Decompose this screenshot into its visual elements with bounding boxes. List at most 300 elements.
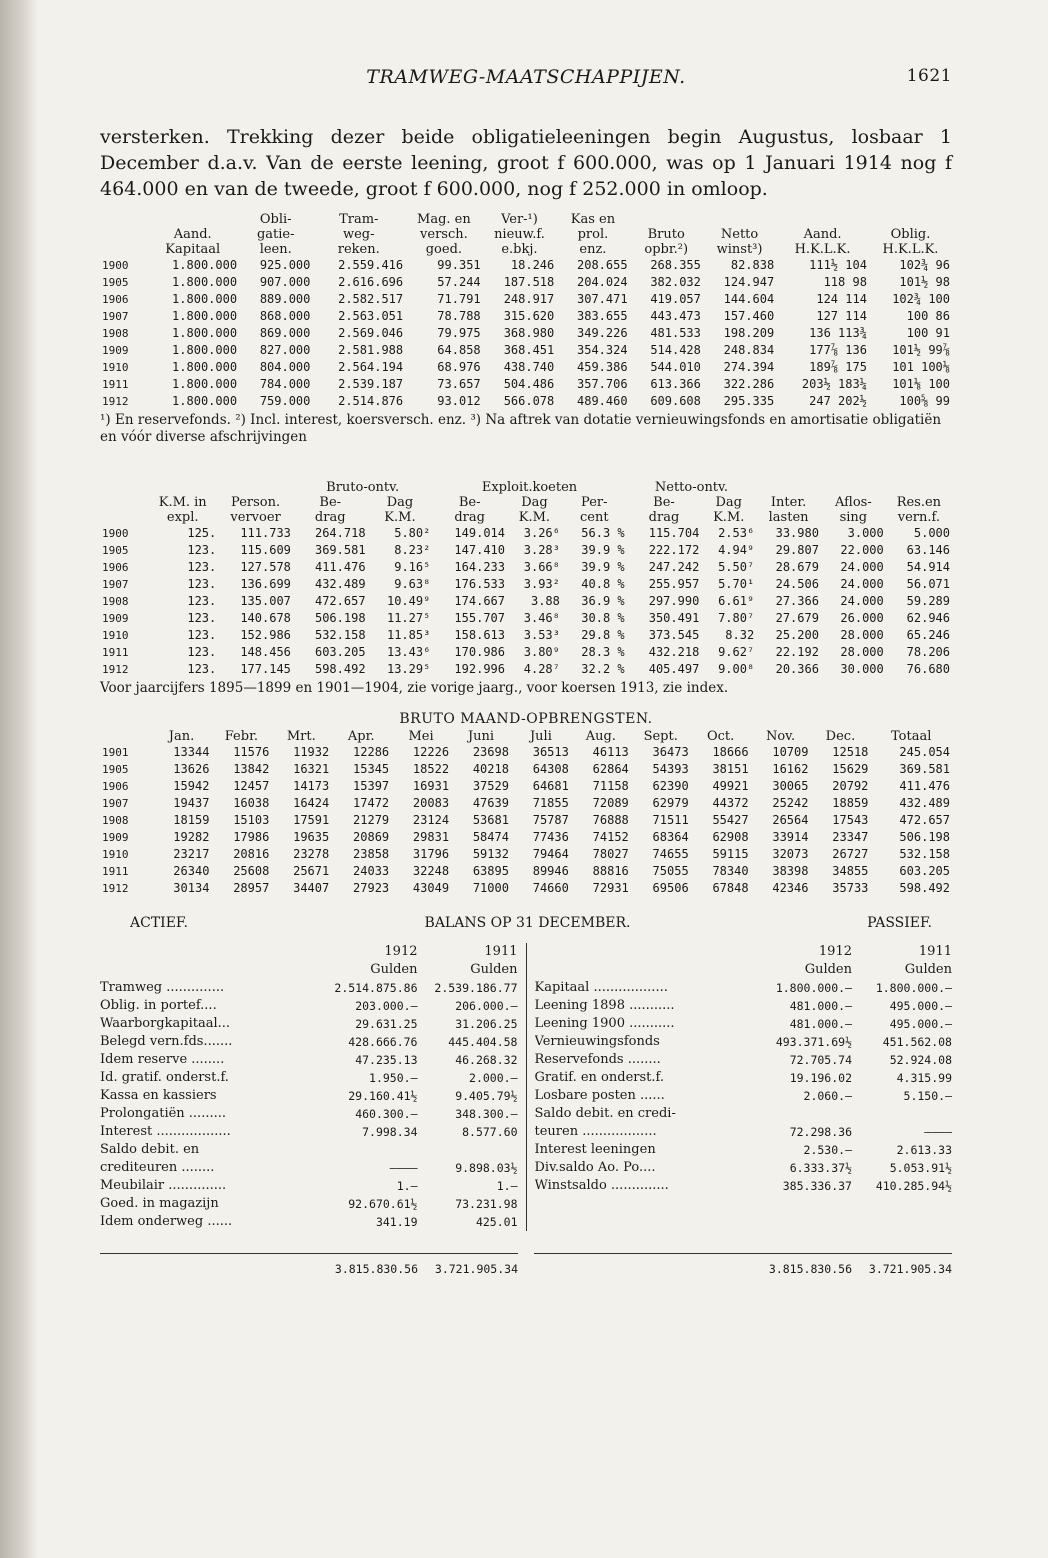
table-row xyxy=(100,291,952,308)
table-cell: 76.680 xyxy=(906,662,950,676)
table-cell: 1.800.000 xyxy=(172,292,238,306)
actief-row xyxy=(100,1033,518,1051)
table-cell: 5.80² xyxy=(394,526,431,540)
year-cell: 1911 xyxy=(102,646,129,659)
actief-row xyxy=(100,1123,518,1141)
unit-1912: Gulden xyxy=(370,962,418,977)
table-cell: 16321 xyxy=(293,762,330,776)
table-cell: 889.000 xyxy=(259,292,311,306)
header-cell: Dag xyxy=(386,495,414,510)
value-1912: 72.705.74 xyxy=(789,1053,852,1067)
value-1912 xyxy=(752,1105,852,1123)
table-cell: 164.233 xyxy=(454,560,505,574)
header-cell: expl. xyxy=(166,510,199,525)
year-cell: 1906 xyxy=(102,780,129,793)
table-cell: 32248 xyxy=(412,864,450,878)
table-cell: 39.9 % xyxy=(581,560,625,574)
table-cell: 373.545 xyxy=(648,628,700,642)
header-cell: Jan. xyxy=(168,729,195,744)
passief-total-row xyxy=(534,1253,952,1278)
table-cell: 20792 xyxy=(832,779,869,793)
table-row xyxy=(100,559,952,576)
table-cell: 2.539.187 xyxy=(338,377,404,391)
passief-row xyxy=(535,1177,953,1195)
table-cell: 13.29⁵ xyxy=(386,662,431,676)
line-item-label: Kassa en kassiers xyxy=(100,1088,217,1103)
table-cell: 459.386 xyxy=(577,360,628,374)
table-cell: 598.492 xyxy=(899,881,950,895)
table-cell: 26.000 xyxy=(840,611,884,625)
table-row xyxy=(100,308,952,325)
year-cell: 1908 xyxy=(102,595,129,608)
header-title: TRAMWEG-MAATSCHAPPIJEN. xyxy=(366,66,686,88)
table-cell: 24033 xyxy=(353,864,390,878)
line-item-label: Idem reserve ........ xyxy=(100,1052,225,1067)
table-cell: 64308 xyxy=(532,762,569,776)
header-cell: Kas en xyxy=(570,212,616,227)
value-1912: 428.666.76 xyxy=(348,1035,418,1049)
header-cell: Obli- xyxy=(259,212,292,227)
year-cell: 1912 xyxy=(102,663,129,676)
table-cell: 26340 xyxy=(173,864,210,878)
table-cell: 75055 xyxy=(652,864,689,878)
table-cell: 25.200 xyxy=(775,628,819,642)
table-cell: 16038 xyxy=(233,796,270,810)
actief-row xyxy=(100,1087,518,1105)
passief-row xyxy=(535,979,953,997)
passief-row xyxy=(535,1051,953,1069)
year-1912: 1912 xyxy=(818,944,852,959)
unit-1912: Gulden xyxy=(804,962,852,977)
value-1911: 73.231.98 xyxy=(455,1197,518,1211)
table-row xyxy=(100,744,952,761)
table-cell: 53681 xyxy=(472,813,509,827)
table-cell: 10.49⁹ xyxy=(386,594,431,608)
table-cell: 438.740 xyxy=(503,360,555,374)
table-cell: 111.733 xyxy=(240,526,291,540)
passief-row xyxy=(535,1159,953,1177)
table-cell: 23698 xyxy=(472,745,509,759)
year-cell: 1910 xyxy=(102,629,129,642)
table-cell: 152.986 xyxy=(240,628,291,642)
header-cell: Nov. xyxy=(765,729,796,744)
table-cell: 868.000 xyxy=(259,309,311,323)
table-cell: 598.492 xyxy=(314,662,366,676)
year-1911: 1911 xyxy=(484,944,518,959)
table-cell: 247.242 xyxy=(648,560,700,574)
line-item-label: Prolongatiën ......... xyxy=(100,1106,226,1121)
line-item-label: Belegd vern.fds....... xyxy=(100,1034,233,1049)
table-cell: 544.010 xyxy=(650,360,701,374)
header-row xyxy=(100,729,952,744)
table-cell: 20.366 xyxy=(775,662,819,676)
header-cell xyxy=(100,495,147,510)
value-1911: 451.562.08 xyxy=(882,1035,952,1049)
table-row xyxy=(100,274,952,291)
table-cell: 2.569.046 xyxy=(338,326,404,340)
table-cell: 144.604 xyxy=(723,292,775,306)
table-cell: 59.289 xyxy=(906,594,950,608)
table-cell: 2.581.988 xyxy=(338,343,404,357)
year-cell: 1908 xyxy=(102,327,129,340)
value-1911: 31.206.25 xyxy=(455,1017,518,1031)
table-cell: 307.471 xyxy=(577,292,628,306)
table-cell: 3.26⁶ xyxy=(523,526,560,540)
table-cell: 101⅛ 100 xyxy=(892,377,950,391)
year-1912: 1912 xyxy=(384,944,418,959)
table-cell: 46113 xyxy=(592,745,629,759)
table-cell: 136 113¾ xyxy=(809,326,867,340)
header-cell: K.M. xyxy=(518,510,551,525)
table-cell: 149.014 xyxy=(454,526,505,540)
value-1912: 2.060.— xyxy=(803,1089,852,1103)
table-cell: 77436 xyxy=(532,830,569,844)
actief-row xyxy=(100,1177,518,1195)
table-cell: 71000 xyxy=(472,881,509,895)
value-1912: 493.371.69½ xyxy=(775,1035,852,1049)
header-cell: leen. xyxy=(259,242,292,257)
table-cell: 382.032 xyxy=(650,275,701,289)
table-cell: 78027 xyxy=(592,847,629,861)
table-row xyxy=(100,325,952,342)
table-cell: 101½ 98 xyxy=(899,275,950,289)
table-cell: 76888 xyxy=(592,813,629,827)
year-cell: 1905 xyxy=(102,544,129,557)
table-cell: 59132 xyxy=(472,847,509,861)
running-header xyxy=(100,66,952,88)
table-cell: 62864 xyxy=(592,762,629,776)
table-row xyxy=(100,376,952,393)
table-cell: 34855 xyxy=(832,864,869,878)
year-1911: 1911 xyxy=(918,944,952,959)
table-cell: 20869 xyxy=(353,830,390,844)
table-row xyxy=(100,610,952,627)
table-cell: 15397 xyxy=(353,779,390,793)
operations-table-note: Voor jaarcijfers 1895—1899 en 1901—1904, zie vorige jaarg., voor koersen 1913, zie index. xyxy=(100,680,729,696)
table-cell: 354.324 xyxy=(577,343,628,357)
header-cell: versch. xyxy=(420,227,468,242)
header-cell: enz. xyxy=(579,242,607,257)
table-cell: 419.057 xyxy=(650,292,701,306)
table-cell: 19282 xyxy=(173,830,210,844)
actief-row xyxy=(100,979,518,997)
value-1912: 92.670.61½ xyxy=(348,1197,418,1211)
table-cell: 23217 xyxy=(173,847,210,861)
table-cell: 472.657 xyxy=(899,813,950,827)
table-cell: 125. xyxy=(187,526,217,540)
table-cell: 124 114 xyxy=(816,292,867,306)
table-cell: 12518 xyxy=(832,745,869,759)
year-cell: 1911 xyxy=(102,378,129,391)
table-row xyxy=(100,257,952,274)
value-1912: 1.950.— xyxy=(369,1071,418,1085)
header-cell: Aug. xyxy=(585,729,616,744)
value-1911: 52.924.08 xyxy=(889,1053,952,1067)
financial-table-footnote: ¹) En reservefonds. ²) Incl. interest, koersversch. enz. ³) Na aftrek van dotatie vernieuwingsfonds en amortisatie obligatiën en vóór diverse afschrijvingen xyxy=(100,412,942,445)
table-cell: 99.351 xyxy=(437,258,481,272)
header-cell: Kapitaal xyxy=(165,242,221,257)
table-cell: 123. xyxy=(187,628,217,642)
year-cell: 1906 xyxy=(102,293,129,306)
table-cell: 1.800.000 xyxy=(172,394,238,408)
balance-title: BALANS OP 31 DECEMBER. xyxy=(424,915,631,931)
table-cell: 44372 xyxy=(712,796,749,810)
header-cell: Mei xyxy=(408,729,434,744)
table-cell: 124.947 xyxy=(723,275,775,289)
table-cell: 32073 xyxy=(772,847,809,861)
year-cell: 1912 xyxy=(102,395,129,408)
passief-row xyxy=(535,1105,953,1123)
table-cell: 14173 xyxy=(293,779,330,793)
operations-table xyxy=(100,480,952,678)
value-1912 xyxy=(318,1141,418,1159)
value-1912: 47.235.13 xyxy=(355,1053,418,1067)
actief-year-header xyxy=(100,943,518,961)
table-cell: 295.335 xyxy=(723,394,775,408)
table-cell: 3.000 xyxy=(847,526,884,540)
line-item-label: Oblig. in portef.... xyxy=(100,998,217,1013)
table-cell: 57.244 xyxy=(437,275,481,289)
header-cell: goed. xyxy=(425,242,463,257)
table-cell: 609.608 xyxy=(650,394,701,408)
line-item-label: Gratif. en onderst.f. xyxy=(534,1070,664,1085)
header-cell: vervoer xyxy=(230,510,281,525)
value-1912: ———— xyxy=(389,1161,418,1175)
table-cell: 63.146 xyxy=(906,543,950,557)
table-cell: 28957 xyxy=(233,881,270,895)
table-cell: 18.246 xyxy=(510,258,555,272)
value-1911: 9.898.03½ xyxy=(455,1161,518,1175)
table-cell: 25242 xyxy=(772,796,809,810)
table-cell: 349.226 xyxy=(577,326,628,340)
header-cell: Person. xyxy=(231,495,281,510)
table-cell: 177.145 xyxy=(240,662,291,676)
value-1912: 203.000.— xyxy=(355,999,418,1013)
table-cell: 82.838 xyxy=(730,258,775,272)
passief-unit-header xyxy=(535,961,953,979)
value-1912: 1.800.000.— xyxy=(775,981,852,995)
table-cell: 24.000 xyxy=(840,594,884,608)
table-cell: 71855 xyxy=(532,796,569,810)
table-cell: 13344 xyxy=(173,745,210,759)
table-cell: 89946 xyxy=(532,864,569,878)
header-row xyxy=(100,495,952,510)
table-cell: 127 114 xyxy=(816,309,867,323)
year-cell: 1905 xyxy=(102,276,129,289)
table-cell: 68.976 xyxy=(437,360,481,374)
year-cell: 1905 xyxy=(102,763,129,776)
table-cell: 40218 xyxy=(472,762,509,776)
table-cell: 176.533 xyxy=(454,577,505,591)
table-cell: 383.655 xyxy=(577,309,628,323)
passief-year-header xyxy=(535,943,953,961)
header-cell: H.K.L.K. xyxy=(882,242,939,257)
table-cell: 72931 xyxy=(592,881,629,895)
value-1911: 410.285.94½ xyxy=(875,1179,952,1193)
table-row xyxy=(100,627,952,644)
table-cell: 2.563.051 xyxy=(338,309,404,323)
value-1912: 2.514.875.86 xyxy=(334,981,418,995)
actief-unit-header xyxy=(100,961,518,979)
table-cell: 9.62⁷ xyxy=(718,645,755,659)
group-header-cell xyxy=(147,480,218,495)
table-cell: 10709 xyxy=(772,745,809,759)
table-cell: 78340 xyxy=(712,864,749,878)
table-row xyxy=(100,812,952,829)
table-cell: 532.158 xyxy=(899,847,950,861)
line-item-label: Reservefonds ........ xyxy=(534,1052,661,1067)
table-cell: 907.000 xyxy=(259,275,311,289)
line-item-label: Div.saldo Ao. Po.... xyxy=(534,1160,656,1175)
table-row xyxy=(100,359,952,376)
table-cell: 189⅞ 175 xyxy=(809,360,867,374)
header-cell: Res.en xyxy=(896,495,942,510)
table-cell: 411.476 xyxy=(899,779,950,793)
value-1911: 8.577.60 xyxy=(462,1125,518,1139)
header-cell: Juni xyxy=(467,729,495,744)
table-cell: 25608 xyxy=(233,864,270,878)
passief-row xyxy=(535,1141,953,1159)
header-cell: Oblig. xyxy=(890,227,931,242)
table-cell: 472.657 xyxy=(314,594,366,608)
actief-row xyxy=(100,1105,518,1123)
line-item-label: Tramweg .............. xyxy=(100,980,225,995)
header-cell: weg- xyxy=(342,227,375,242)
table-cell: 26727 xyxy=(832,847,869,861)
table-cell: 16162 xyxy=(772,762,809,776)
value-1911: 5.053.91½ xyxy=(889,1161,952,1175)
table-cell: 100⅝ 99 xyxy=(899,394,950,408)
table-cell: 24.000 xyxy=(840,560,884,574)
header-cell: nieuw.f. xyxy=(494,227,545,242)
table-cell: 489.460 xyxy=(577,394,628,408)
value-1911: 495.000.— xyxy=(889,999,952,1013)
header-cell: Ver-¹) xyxy=(501,212,538,227)
actief-row xyxy=(100,1159,518,1177)
group-header-cell xyxy=(100,480,147,495)
header-cell: Febr. xyxy=(224,729,258,744)
table-row xyxy=(100,863,952,880)
table-cell: 62390 xyxy=(652,779,689,793)
table-row xyxy=(100,393,952,410)
line-item-label: Winstsaldo .............. xyxy=(534,1178,669,1193)
year-cell: 1907 xyxy=(102,578,129,591)
value-1911: 2.539.186.77 xyxy=(434,981,518,995)
header-cell: H.K.L.K. xyxy=(794,242,851,257)
table-cell: 187.518 xyxy=(503,275,555,289)
table-cell: 72089 xyxy=(592,796,629,810)
table-row xyxy=(100,644,952,661)
table-cell: 6.61⁹ xyxy=(718,594,755,608)
header-cell: Totaal xyxy=(891,729,932,744)
table-row xyxy=(100,593,952,610)
table-cell: 67848 xyxy=(712,881,749,895)
table-cell: 40.8 % xyxy=(581,577,625,591)
header-cell: Aand. xyxy=(173,227,212,242)
line-item-label: Leening 1900 ........... xyxy=(534,1016,675,1031)
value-1912: 481.000.— xyxy=(789,1017,852,1031)
year-cell: 1907 xyxy=(102,310,129,323)
table-cell: 79.975 xyxy=(437,326,481,340)
table-cell: 5.000 xyxy=(913,526,950,540)
table-cell: 29.807 xyxy=(775,543,819,557)
value-1911 xyxy=(852,1105,952,1123)
table-cell: 26564 xyxy=(772,813,809,827)
table-cell: 73.657 xyxy=(437,377,481,391)
table-cell: 7.80⁷ xyxy=(718,611,755,625)
table-cell: 33914 xyxy=(772,830,809,844)
value-1912: 341.19 xyxy=(375,1215,418,1229)
table-cell: 174.667 xyxy=(454,594,505,608)
table-cell: 17543 xyxy=(832,813,869,827)
group-header-row xyxy=(100,480,952,495)
header-cell xyxy=(703,212,776,227)
table-cell: 1.800.000 xyxy=(172,326,238,340)
table-cell: 65.246 xyxy=(906,628,950,642)
value-1912: 385.336.37 xyxy=(782,1179,852,1193)
balance-sheet xyxy=(100,943,952,1231)
header-cell xyxy=(869,212,952,227)
table-cell: 222.172 xyxy=(648,543,700,557)
table-cell: 3.28³ xyxy=(523,543,560,557)
table-cell: 100 86 xyxy=(906,309,950,323)
header-cell xyxy=(100,510,147,525)
value-1911: 495.000.— xyxy=(889,1017,952,1031)
header-cell: K.M. xyxy=(713,510,745,525)
table-cell: 368.980 xyxy=(503,326,555,340)
table-cell: 27.679 xyxy=(775,611,819,625)
actief-total-1912: 3.815.830.56 xyxy=(334,1262,418,1276)
table-cell: 17591 xyxy=(293,813,330,827)
table-cell: 443.473 xyxy=(650,309,701,323)
table-cell: 39.9 % xyxy=(581,543,625,557)
value-1912: 72.298.36 xyxy=(789,1125,852,1139)
header-cell: Mag. en xyxy=(417,212,471,227)
table-cell: 208.655 xyxy=(577,258,628,272)
table-cell: 62.946 xyxy=(906,611,950,625)
table-cell: 17472 xyxy=(353,796,390,810)
passief-row xyxy=(535,1123,953,1141)
table-cell: 28.000 xyxy=(840,628,884,642)
passief-row xyxy=(535,1033,953,1051)
line-item-label: Saldo debit. en xyxy=(100,1142,200,1157)
table-cell: 368.451 xyxy=(503,343,555,357)
table-cell: 74660 xyxy=(532,881,569,895)
header-cell: drag xyxy=(648,510,680,525)
table-cell: 16931 xyxy=(412,779,450,793)
header-cell xyxy=(100,729,152,744)
table-cell: 31796 xyxy=(412,847,450,861)
group-header-cell: Bruto-ontv. xyxy=(326,480,400,495)
actief-row xyxy=(100,997,518,1015)
year-cell: 1906 xyxy=(102,561,129,574)
table-cell: 118 98 xyxy=(823,275,867,289)
table-cell: 11.85³ xyxy=(386,628,431,642)
table-cell: 23278 xyxy=(293,847,330,861)
header-cell: K.M. in xyxy=(158,495,207,510)
header-cell: Dec. xyxy=(825,729,856,744)
value-1912: 2.530.— xyxy=(803,1143,852,1157)
table-cell: 123. xyxy=(187,577,217,591)
value-1911: 1.— xyxy=(496,1179,518,1193)
table-cell: 411.476 xyxy=(314,560,366,574)
passief-total-1912: 3.815.830.56 xyxy=(768,1262,852,1276)
table-cell: 71158 xyxy=(592,779,629,793)
value-1911: 4.315.99 xyxy=(896,1071,952,1085)
table-row xyxy=(100,761,952,778)
table-cell: 62908 xyxy=(712,830,749,844)
table-cell: 869.000 xyxy=(259,326,311,340)
